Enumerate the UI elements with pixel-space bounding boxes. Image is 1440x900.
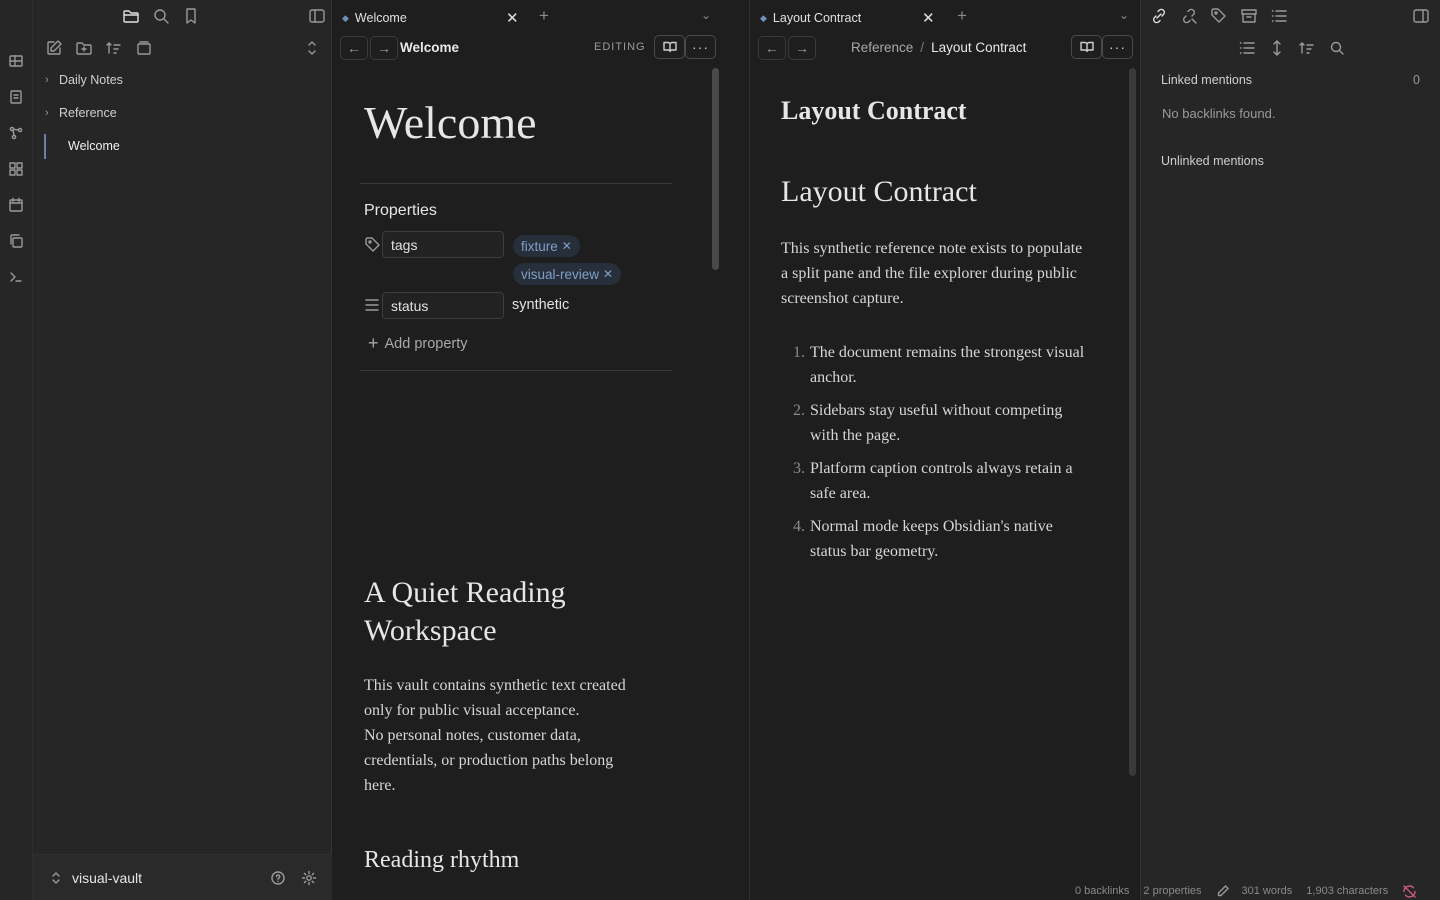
add-property-button[interactable] [368,333,468,354]
sync-off-icon[interactable] [1402,884,1417,899]
tag-pill[interactable] [513,235,580,257]
heading-2[interactable]: Reading rhythm [364,847,520,873]
chevron-right-icon: › [45,107,49,119]
ordered-list [781,340,1091,572]
more-options-button[interactable] [1102,35,1133,59]
list-item-text: Platform caption controls always retain a safe area. [810,460,1073,502]
tab-list-chevron-icon[interactable]: ⌄ [1119,8,1130,22]
divider [360,370,672,371]
tag-label: visual-review [521,266,600,282]
paragraph-line: here. [364,777,396,794]
status-characters: 1,903 characters [1306,885,1389,897]
terminal-icon[interactable] [8,269,24,285]
view-header-title[interactable]: Welcome [400,40,460,55]
tab-list-chevron-icon[interactable]: ⌄ [701,8,712,22]
settings-gear-icon[interactable] [301,870,317,886]
close-tab-icon[interactable]: ✕ [506,10,519,27]
vault-switcher[interactable] [33,854,332,900]
left-sidebar [33,0,332,900]
tab-label: Welcome [354,11,407,25]
remove-tag-icon[interactable]: ✕ [603,267,614,281]
tab-bar [750,0,1140,32]
expand-vertical-icon[interactable] [1268,39,1286,57]
chevron-right-icon: › [45,74,49,86]
paragraph[interactable]: This synthetic reference note exists to populate a split pane and the file explorer during public screenshot capture. [781,240,1083,307]
file-type-icon: ◆ [342,12,349,23]
view-header [332,32,750,64]
view-header [750,32,1140,64]
vault-name: visual-vault [72,870,143,886]
more-options-button[interactable] [685,35,716,59]
sidebar-toggle-icon[interactable] [1412,7,1430,25]
list-item[interactable]: 1. The document remains the strongest visual anchor. [781,340,1091,390]
tab-welcome[interactable] [336,4,528,32]
list-item-text: Sidebars stay useful without competing with the page. [810,402,1063,444]
tab-layout-contract[interactable] [754,4,944,32]
right-sidebar [1140,0,1440,900]
dashboard-icon[interactable] [8,53,24,69]
book-open-icon [1080,40,1094,54]
tree-folder-daily-notes[interactable] [45,68,123,92]
paragraph-line: This vault contains synthetic text created [364,677,626,694]
tag-label: fixture [521,238,558,254]
new-tab-icon[interactable]: + [957,6,967,25]
sort-icon[interactable] [105,39,123,57]
chevron-updown-icon [48,870,64,886]
property-value-status[interactable]: synthetic [512,297,570,313]
new-tab-icon[interactable]: + [539,6,549,25]
linked-mentions-count: 0 [1413,73,1420,87]
back-arrow-icon[interactable]: ← [758,36,786,60]
properties-heading[interactable]: Properties [364,202,437,219]
forward-arrow-icon[interactable]: → [370,36,398,60]
bookmark-icon[interactable] [182,7,200,25]
status-backlinks[interactable]: 0 backlinks [1075,885,1130,897]
paragraph-line: only for public visual acceptance. [364,702,580,719]
unlinked-mentions-label[interactable]: Unlinked mentions [1161,154,1264,168]
outline-icon[interactable] [1270,7,1288,25]
heading-1[interactable]: Layout Contract [781,175,977,208]
archive-icon[interactable] [1240,7,1258,25]
new-folder-icon[interactable] [75,39,93,57]
note-icon[interactable] [8,89,24,105]
auto-reveal-icon[interactable] [135,39,153,57]
mode-label: EDITING [594,41,646,53]
tags-icon[interactable] [1210,7,1228,25]
backlinks-icon[interactable] [1150,7,1168,25]
list-item-text: Normal mode keeps Obsidian's native status bar geometry. [810,518,1053,560]
scrollbar-thumb[interactable] [1129,68,1136,776]
active-file-indicator [44,134,46,159]
status-bar [1066,882,1417,900]
tree-folder-reference[interactable] [45,101,117,125]
reading-view-button[interactable] [1071,35,1102,59]
remove-tag-icon[interactable]: ✕ [561,239,572,253]
help-icon[interactable] [270,870,286,886]
paragraph-line: No personal notes, customer data, [364,727,581,744]
breadcrumb-current[interactable]: Layout Contract [931,40,1027,55]
property-key-status[interactable]: status [382,292,504,319]
tree-folder-label: Daily Notes [59,73,123,87]
graph-icon[interactable] [8,125,24,141]
list-item[interactable]: 4. Normal mode keeps Obsidian's native status bar geometry. [781,514,1091,564]
outgoing-links-icon[interactable] [1180,7,1198,25]
tab-label: Layout Contract [772,11,862,25]
collapse-all-icon[interactable] [303,39,321,57]
sort-icon[interactable] [1298,39,1316,57]
property-key-tags[interactable]: tags [382,231,504,258]
forward-arrow-icon[interactable]: → [788,36,816,60]
linked-mentions-label[interactable]: Linked mentions [1161,73,1253,87]
list-item-text: The document remains the strongest visual anchor. [810,344,1085,386]
folder-icon[interactable] [122,7,140,25]
search-icon[interactable] [1328,39,1346,57]
tree-file-welcome[interactable] [68,134,120,158]
divider [360,183,672,184]
ribbon [0,0,33,900]
search-icon[interactable] [152,7,170,25]
tree-folder-label: Reference [59,106,117,120]
breadcrumb-parent[interactable]: Reference [851,40,914,55]
reading-view-button[interactable] [654,35,685,59]
copy-icon[interactable] [8,233,24,249]
more-horizontal-icon: ··· [692,39,709,55]
breadcrumb [851,40,1026,55]
inline-title[interactable]: Layout Contract [781,96,967,125]
heading-1[interactable]: A Quiet Reading Workspace [364,576,566,647]
add-property-label: Add property [384,335,468,352]
list-item[interactable]: 2. Sidebars stay useful without competing with the page. [781,398,1091,448]
tab-bar [332,0,750,32]
breadcrumb-separator: / [920,40,925,55]
tags-icon [364,236,382,254]
pencil-icon[interactable] [1216,884,1230,898]
book-open-icon [663,40,677,54]
canvas-icon[interactable] [8,161,24,177]
new-note-icon[interactable] [45,39,63,57]
editor-pane-layout-contract [750,0,1140,900]
tag-pill[interactable] [513,263,621,285]
paragraph-line: credentials, or production paths belong [364,752,614,769]
back-arrow-icon[interactable]: ← [340,36,368,60]
no-backlinks-message: No backlinks found. [1162,106,1276,121]
paragraph[interactable] [364,673,684,798]
close-tab-icon[interactable]: ✕ [922,10,935,27]
list-item[interactable]: 3. Platform caption controls always retain a safe area. [781,456,1091,506]
file-type-icon: ◆ [760,12,767,23]
text-lines-icon [364,297,380,313]
status-properties[interactable]: 2 properties [1143,885,1202,897]
status-words: 301 words [1241,885,1293,897]
editor-pane-welcome [332,0,750,900]
inline-title[interactable]: Welcome [364,97,537,148]
tree-file-label: Welcome [68,139,120,153]
list-view-icon[interactable] [1238,39,1256,57]
scrollbar-thumb[interactable] [712,68,719,270]
plus-icon: + [368,333,379,353]
sidebar-toggle-icon[interactable] [308,7,326,25]
calendar-icon[interactable] [8,197,24,213]
more-horizontal-icon: ··· [1109,39,1126,55]
